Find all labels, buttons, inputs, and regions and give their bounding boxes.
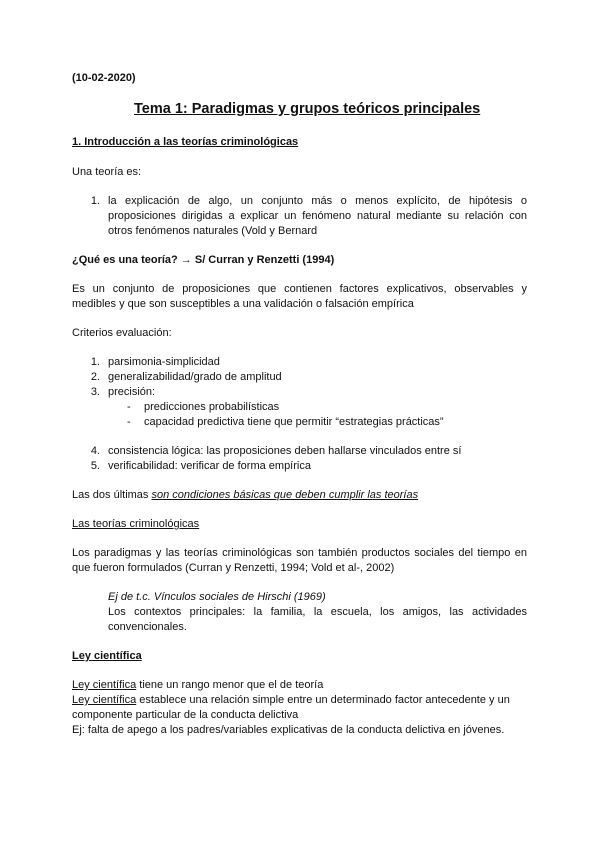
law-example-line: Ej: falta de apego a los padres/variables explicativas de la conducta delictiva en jóvenes.	[72, 724, 505, 736]
intro-text: Una teoría es:	[72, 166, 142, 178]
criteria-label: Criterios evaluación:	[72, 327, 172, 339]
law-line	[72, 692, 510, 708]
criteria-item: verificabilidad: verificar de forma empírica	[108, 460, 311, 472]
last-two-emphasis: son condiciones básicas que deben cumplir las teorías	[151, 489, 419, 501]
definition-line: otros fenómenos naturales (Vold y Bernard	[108, 225, 318, 237]
list-number: 2.	[90, 371, 100, 383]
example-line: Los contextos principales: la familia, la escuela, los amigos, las actividades	[108, 606, 527, 618]
theories-paragraph-line: Los paradigmas y las teorías criminológicas son también productos sociales del tiempo en	[72, 547, 527, 559]
law-line: componente particular de la conducta delictiva	[72, 709, 299, 721]
example-title: Ej de t.c. Vínculos sociales de Hirschi (1969)	[108, 591, 326, 603]
last-two-prefix: Las dos últimas	[72, 489, 152, 501]
law-term-link: Ley científica	[72, 679, 137, 691]
last-two-note	[72, 487, 418, 503]
section-heading-intro: 1. Introducción a las teorías criminológicas	[72, 136, 299, 148]
list-number: 4.	[90, 445, 100, 457]
criteria-subitem: predicciones probabilísticas	[144, 401, 280, 413]
criteria-item: generalizabilidad/grado de amplitud	[108, 371, 282, 383]
list-number: 1.	[90, 195, 100, 207]
list-number: 1.	[90, 356, 100, 368]
sub-bullet-dash: -	[127, 401, 131, 413]
date: (10-02-2020)	[72, 72, 136, 84]
criteria-item: precisión:	[108, 386, 156, 398]
definition-line: la explicación de algo, un conjunto más o menos explícito, de hipótesis o	[108, 195, 527, 207]
law-term-link: Ley científica	[72, 694, 137, 706]
law-line	[72, 677, 323, 693]
theories-paragraph-line: que fueron formulados (Curran y Renzetti, 1994; Vold et al-, 2002)	[72, 562, 395, 574]
theories-heading: Las teorías criminológicas	[72, 518, 200, 530]
what-is-theory-line: medibles y que son susceptibles a una validación o falsación empírica	[72, 298, 414, 310]
law-heading: Ley científica	[72, 650, 142, 662]
sub-bullet-dash: -	[127, 416, 131, 428]
list-number: 3.	[90, 386, 100, 398]
law-line-text: tiene un rango menor que el de teoría	[136, 679, 324, 691]
criteria-item: parsimonia-simplicidad	[108, 356, 220, 368]
what-is-theory-line: Es un conjunto de proposiciones que contienen factores explicativos, observables y	[72, 283, 527, 295]
page-title: Tema 1: Paradigmas y grupos teóricos principales	[134, 101, 481, 117]
criteria-item: consistencia lógica: las proposiciones deben hallarse vinculados entre sí	[108, 445, 462, 457]
definition-line: proposiciones dirigidas a explicar un fenómeno natural mediante su relación con	[108, 210, 527, 222]
law-line-text: establece una relación simple entre un determinado factor antecedente y un	[136, 694, 510, 706]
criteria-subitem: capacidad predictiva tiene que permitir “estrategias prácticas”	[144, 416, 444, 428]
list-number: 5.	[90, 460, 100, 472]
what-is-theory-heading: ¿Qué es una teoría? → S/ Curran y Renzetti (1994)	[72, 254, 335, 266]
example-line: convencionales.	[108, 621, 187, 633]
